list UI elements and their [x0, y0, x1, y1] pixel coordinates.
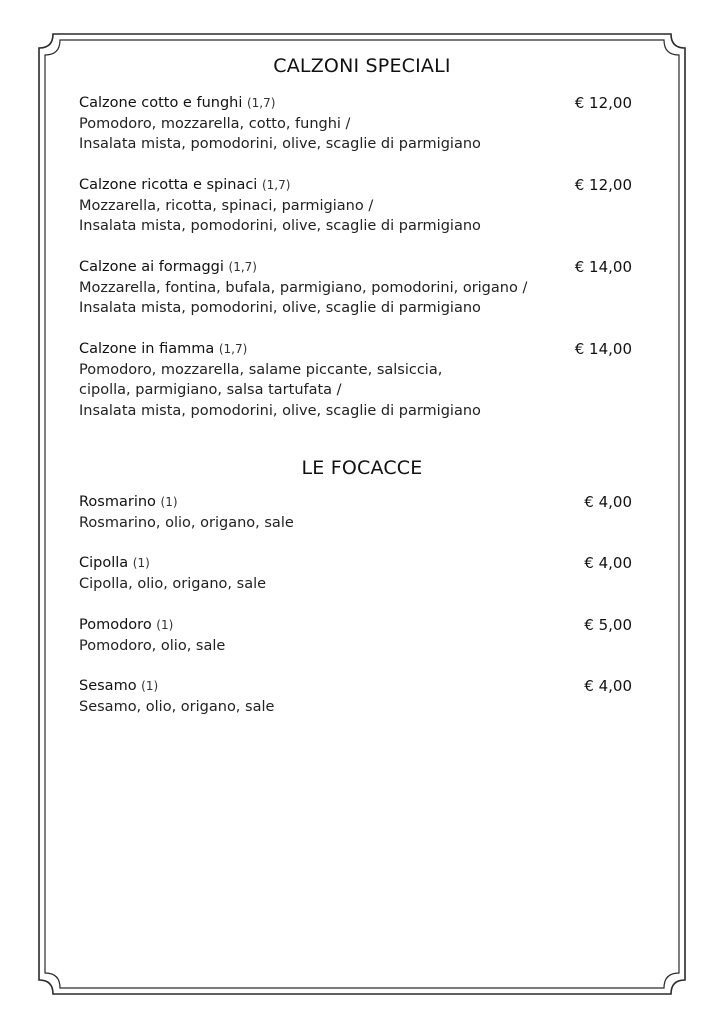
item-description: Mozzarella, ricotta, spinaci, parmigiano /: [79, 197, 374, 214]
item-name: Calzone cotto e funghi: [79, 95, 243, 111]
section-title-calzoni: CALZONI SPECIALI: [273, 55, 451, 77]
menu-item-rosmarino: [79, 492, 632, 533]
menu-item-sesamo: [79, 676, 632, 717]
menu-item-calzone-cotto-funghi: [79, 93, 632, 155]
item-description: cipolla, parmigiano, salsa tartufata /: [79, 382, 342, 398]
item-price: € 12,00: [574, 94, 632, 112]
item-price: € 14,00: [574, 258, 632, 276]
item-allergens: (1,7): [246, 96, 276, 110]
item-price: € 4,00: [584, 677, 632, 695]
item-price: € 4,00: [584, 554, 632, 572]
item-allergens: (1): [160, 495, 178, 509]
item-allergens: (1,7): [228, 260, 257, 274]
item-description: Pomodoro, mozzarella, cotto, funghi /: [79, 115, 351, 132]
menu-item-calzone-ai-formaggi: [79, 257, 632, 319]
item-description: Pomodoro, olio, sale: [79, 637, 226, 654]
item-name: Sesamo: [79, 678, 137, 694]
item-description: Insalata mista, pomodorini, olive, scaglie di parmigiano: [79, 402, 481, 419]
item-name: Rosmarino: [79, 494, 156, 510]
section-title-focacce: LE FOCACCE: [301, 457, 423, 479]
item-description: Sesamo, olio, origano, sale: [79, 698, 275, 715]
item-name: Cipolla: [79, 555, 129, 571]
item-price: € 12,00: [574, 176, 632, 194]
item-description: Insalata mista, pomodorini, olive, scaglie di parmigiano: [79, 218, 481, 234]
item-description: Insalata mista, pomodorini, olive, scaglie di parmigiano: [79, 300, 481, 316]
menu-item-calzone-ricotta-spinaci: [79, 175, 632, 237]
menu-item-calzone-in-fiamma: [79, 339, 632, 421]
item-name: Pomodoro: [79, 617, 152, 633]
menu-item-pomodoro: [79, 615, 632, 656]
item-allergens: (1): [141, 679, 159, 693]
item-description: Mozzarella, fontina, bufala, parmigiano, pomodorini, origano /: [79, 279, 528, 296]
item-allergens: (1,7): [218, 342, 248, 356]
item-name: Calzone in fiamma: [79, 341, 215, 357]
item-price: € 5,00: [584, 616, 632, 634]
item-price: € 14,00: [574, 340, 632, 358]
item-description: Pomodoro, mozzarella, salame piccante, salsiccia,: [79, 361, 443, 378]
item-description: Insalata mista, pomodorini, olive, scaglie di parmigiano: [79, 136, 481, 152]
item-name: Calzone ai formaggi: [79, 259, 224, 275]
item-description: Rosmarino, olio, origano, sale: [79, 514, 294, 531]
item-allergens: (1,7): [261, 178, 291, 192]
menu-item-cipolla: [79, 553, 632, 594]
item-description: Cipolla, olio, origano, sale: [79, 575, 267, 592]
item-name: Calzone ricotta e spinaci: [79, 177, 258, 193]
item-allergens: (1): [132, 556, 150, 570]
item-price: € 4,00: [584, 493, 632, 511]
item-allergens: (1): [156, 618, 174, 632]
